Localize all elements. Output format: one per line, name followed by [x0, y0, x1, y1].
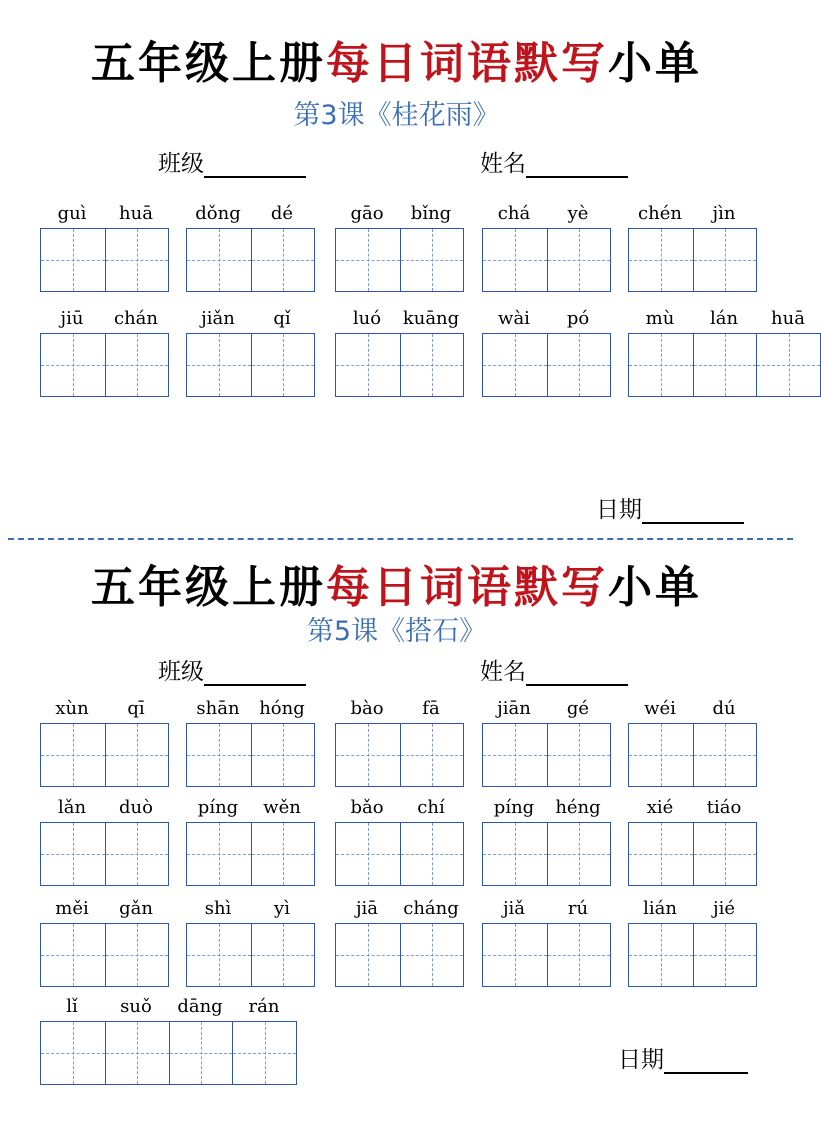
pinyin-label: gāo [350, 203, 384, 224]
writing-grid[interactable] [186, 333, 315, 397]
writing-grid[interactable] [482, 923, 611, 987]
pinyin-label: yè [567, 203, 589, 224]
writing-cell[interactable] [187, 823, 251, 885]
pinyin-label: héng [555, 797, 601, 818]
writing-cell[interactable] [41, 724, 105, 786]
sheet1-lesson-title: 第3课《桂花雨》 [293, 100, 500, 131]
sheet2-lesson-title: 第5课《搭石》 [306, 616, 487, 647]
pinyin-label: shān [196, 698, 240, 719]
sheet1-title-part2: 每日词语默写 [326, 38, 608, 89]
pinyin-label: lán [709, 308, 739, 329]
writing-cell[interactable] [693, 229, 757, 291]
writing-cell[interactable] [169, 1022, 233, 1084]
writing-grid[interactable] [628, 228, 757, 292]
writing-grid[interactable] [40, 723, 169, 787]
pinyin-label: kuāng [402, 308, 460, 329]
writing-grid[interactable] [40, 228, 169, 292]
pinyin-label: gǎn [119, 898, 153, 919]
sheet2-name-field[interactable] [480, 658, 628, 686]
pinyin-label: luó [352, 308, 382, 329]
writing-cell[interactable] [105, 334, 169, 396]
pinyin-label: huā [119, 203, 153, 224]
pinyin-label: jiǎn [201, 308, 235, 329]
writing-cell[interactable] [629, 724, 693, 786]
writing-cell[interactable] [693, 924, 757, 986]
writing-cell[interactable] [41, 334, 105, 396]
pinyin-label: chán [114, 308, 158, 329]
writing-cell[interactable] [693, 334, 757, 396]
writing-grid[interactable] [482, 333, 611, 397]
writing-cell[interactable] [547, 334, 611, 396]
sheet2-name-label: 姓名 [480, 659, 526, 685]
sheet1-name-field[interactable] [480, 150, 628, 178]
pinyin-label: chá [497, 203, 531, 224]
sheet2-date-field[interactable] [618, 1046, 748, 1074]
writing-cell[interactable] [187, 229, 251, 291]
writing-grid[interactable] [40, 822, 169, 886]
writing-grid[interactable] [186, 723, 315, 787]
pinyin-label: jiū [60, 308, 84, 329]
pinyin-label: jiā [355, 898, 379, 919]
pinyin-label: chén [638, 203, 682, 224]
pinyin-label: dǒng [195, 203, 241, 224]
pinyin-label: wài [498, 308, 530, 329]
pinyin-label: huā [771, 308, 805, 329]
sheet1-title-part3: 小单 [608, 38, 702, 89]
writing-cell[interactable] [547, 823, 611, 885]
writing-cell[interactable] [41, 924, 105, 986]
writing-cell[interactable] [336, 924, 400, 986]
pinyin-label: měi [55, 898, 89, 919]
writing-grid[interactable] [628, 923, 757, 987]
pinyin-label: dé [270, 203, 294, 224]
sheet2-title [0, 562, 793, 614]
pinyin-label: mù [645, 308, 675, 329]
writing-grid[interactable] [628, 723, 757, 787]
writing-grid[interactable] [40, 923, 169, 987]
sheet1-name-label: 姓名 [480, 151, 526, 177]
writing-cell[interactable] [400, 823, 464, 885]
writing-cell[interactable] [693, 724, 757, 786]
sheet2-class-field[interactable] [158, 658, 306, 686]
writing-cell[interactable] [41, 229, 105, 291]
pinyin-label: wěn [263, 797, 301, 818]
pinyin-label: suǒ [120, 996, 152, 1017]
pinyin-label: rú [567, 898, 589, 919]
pinyin-label: fā [422, 698, 440, 719]
writing-cell[interactable] [187, 924, 251, 986]
pinyin-label: pó [566, 308, 590, 329]
writing-grid[interactable] [335, 333, 464, 397]
writing-cell[interactable] [483, 724, 547, 786]
pinyin-label: dú [712, 698, 736, 719]
writing-grid[interactable] [335, 723, 464, 787]
sheet1-class-field[interactable] [158, 150, 306, 178]
sheet1-class-blank[interactable] [204, 154, 306, 178]
pinyin-label: qǐ [273, 308, 291, 329]
sheet-divider [8, 538, 793, 540]
pinyin-label: píng [197, 797, 239, 818]
writing-cell[interactable] [629, 334, 693, 396]
writing-grid[interactable] [482, 822, 611, 886]
pinyin-label: gé [566, 698, 590, 719]
writing-cell[interactable] [483, 334, 547, 396]
sheet2-date-label: 日期 [618, 1047, 664, 1073]
writing-cell[interactable] [483, 823, 547, 885]
sheet1-date-label: 日期 [596, 497, 642, 523]
writing-cell[interactable] [483, 229, 547, 291]
writing-cell[interactable] [547, 229, 611, 291]
pinyin-label: píng [493, 797, 535, 818]
sheet1-class-label: 班级 [158, 151, 204, 177]
sheet2-class-label: 班级 [158, 659, 204, 685]
pinyin-label: jìn [712, 203, 736, 224]
pinyin-label: qī [127, 698, 145, 719]
writing-cell[interactable] [105, 724, 169, 786]
pinyin-label: duò [119, 797, 153, 818]
pinyin-label: chí [417, 797, 445, 818]
pinyin-label: tiáo [706, 797, 742, 818]
pinyin-label: guì [57, 203, 87, 224]
pinyin-label: cháng [403, 898, 459, 919]
sheet1-date-field[interactable] [596, 496, 744, 524]
pinyin-label: bào [350, 698, 384, 719]
sheet1-date-blank[interactable] [642, 500, 744, 524]
sheet2-class-blank[interactable] [204, 662, 306, 686]
writing-cell[interactable] [629, 229, 693, 291]
sheet2-title-part2: 每日词语默写 [326, 562, 608, 613]
pinyin-label: shì [204, 898, 232, 919]
writing-grid[interactable] [335, 923, 464, 987]
pinyin-label: lǎn [57, 797, 87, 818]
writing-cell[interactable] [547, 924, 611, 986]
writing-grid[interactable] [40, 333, 169, 397]
writing-grid[interactable] [186, 822, 315, 886]
sheet2-date-blank[interactable] [664, 1050, 748, 1074]
sheet1-title-part1: 五年级上册 [91, 38, 326, 89]
writing-cell[interactable] [483, 924, 547, 986]
writing-grid[interactable] [335, 822, 464, 886]
writing-grid[interactable] [186, 228, 315, 292]
writing-cell[interactable] [251, 229, 315, 291]
pinyin-label: jiǎ [502, 898, 526, 919]
writing-cell[interactable] [232, 1022, 296, 1084]
writing-cell[interactable] [547, 724, 611, 786]
writing-grid[interactable] [40, 1021, 297, 1085]
pinyin-label: rán [248, 996, 280, 1017]
writing-cell[interactable] [105, 924, 169, 986]
sheet2-title-part3: 小单 [608, 562, 702, 613]
pinyin-label: xùn [55, 698, 89, 719]
writing-cell[interactable] [629, 823, 693, 885]
sheet2-name-blank[interactable] [526, 662, 628, 686]
writing-cell[interactable] [187, 334, 251, 396]
pinyin-label: yì [274, 898, 290, 919]
writing-grid[interactable] [186, 923, 315, 987]
writing-cell[interactable] [336, 229, 400, 291]
writing-cell[interactable] [251, 924, 315, 986]
writing-cell[interactable] [336, 334, 400, 396]
writing-grid[interactable] [628, 333, 821, 397]
writing-cell[interactable] [336, 823, 400, 885]
pinyin-label: jiān [497, 698, 531, 719]
writing-cell[interactable] [105, 823, 169, 885]
writing-cell[interactable] [41, 1022, 105, 1084]
writing-cell[interactable] [336, 724, 400, 786]
writing-cell[interactable] [251, 823, 315, 885]
writing-cell[interactable] [41, 823, 105, 885]
pinyin-label: lǐ [66, 996, 78, 1017]
pinyin-label: xié [646, 797, 674, 818]
writing-cell[interactable] [400, 724, 464, 786]
writing-cell[interactable] [105, 229, 169, 291]
pinyin-label: bǐng [410, 203, 452, 224]
writing-cell[interactable] [629, 924, 693, 986]
writing-cell[interactable] [400, 229, 464, 291]
pinyin-label: wéi [644, 698, 676, 719]
pinyin-label: bǎo [350, 797, 384, 818]
writing-cell[interactable] [251, 724, 315, 786]
pinyin-label: dāng [177, 996, 223, 1017]
writing-cell[interactable] [251, 334, 315, 396]
writing-grid[interactable] [628, 822, 757, 886]
pinyin-label: jié [713, 898, 735, 919]
sheet1-name-blank[interactable] [526, 154, 628, 178]
writing-cell[interactable] [400, 334, 464, 396]
sheet1-title [0, 38, 793, 90]
writing-grid[interactable] [482, 228, 611, 292]
writing-cell[interactable] [693, 823, 757, 885]
writing-cell[interactable] [400, 924, 464, 986]
writing-cell[interactable] [756, 334, 820, 396]
pinyin-label: lián [643, 898, 677, 919]
pinyin-label: hóng [259, 698, 305, 719]
writing-grid[interactable] [482, 723, 611, 787]
sheet2-title-part1: 五年级上册 [91, 562, 326, 613]
writing-cell[interactable] [105, 1022, 169, 1084]
writing-grid[interactable] [335, 228, 464, 292]
writing-cell[interactable] [187, 724, 251, 786]
